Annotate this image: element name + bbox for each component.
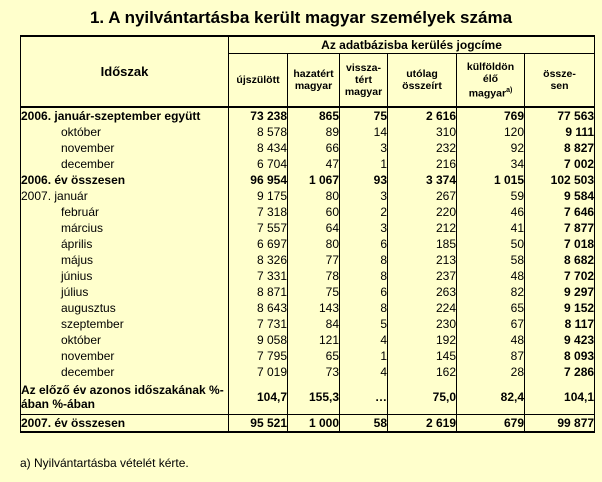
table-row bbox=[21, 332, 595, 348]
column-header-line: vissza- bbox=[345, 62, 382, 74]
data-table bbox=[20, 35, 595, 433]
cell-osszesen: 9 584 bbox=[525, 188, 595, 204]
cell-osszesen: 8 117 bbox=[525, 316, 595, 332]
cell-kulfoldon: 120 bbox=[457, 124, 525, 140]
cell-ujszulott: 6 704 bbox=[229, 156, 288, 172]
cell-ujszulott: 96 954 bbox=[229, 172, 288, 188]
cell-ujszulott: 7 795 bbox=[229, 348, 288, 364]
cell-utolag: 232 bbox=[388, 140, 457, 156]
row-label: október bbox=[21, 332, 229, 348]
column-header-line: magyar bbox=[344, 86, 383, 98]
cell-utolag: 263 bbox=[388, 284, 457, 300]
cell-utolag: 220 bbox=[388, 204, 457, 220]
cell-kulfoldon: 46 bbox=[457, 204, 525, 220]
cell-osszesen: 8 682 bbox=[525, 252, 595, 268]
column-header-line: magyar bbox=[294, 80, 333, 92]
row-label: december bbox=[21, 364, 229, 380]
cell-utolag: 230 bbox=[388, 316, 457, 332]
cell-ujszulott: 8 326 bbox=[229, 252, 288, 268]
row-label: 2007. január bbox=[21, 188, 229, 204]
cell-ujszulott: 7 731 bbox=[229, 316, 288, 332]
cell-ujszulott: 104,7 bbox=[229, 380, 288, 415]
cell-osszesen: 77 563 bbox=[525, 107, 595, 124]
table-row bbox=[21, 348, 595, 364]
cell-hazatert: 73 bbox=[288, 364, 340, 380]
row-label: 2006. év összesen bbox=[21, 172, 229, 188]
column-header-line: tért bbox=[355, 74, 372, 86]
row-label: április bbox=[21, 236, 229, 252]
cell-ujszulott: 9 058 bbox=[229, 332, 288, 348]
cell-osszesen: 9 152 bbox=[525, 300, 595, 316]
table-row bbox=[21, 124, 595, 140]
cell-kulfoldon: 82 bbox=[457, 284, 525, 300]
cell-kulfoldon: 50 bbox=[457, 236, 525, 252]
table-row bbox=[21, 415, 595, 433]
cell-osszesen: 8 827 bbox=[525, 140, 595, 156]
cell-utolag: 212 bbox=[388, 220, 457, 236]
cell-utolag: 162 bbox=[388, 364, 457, 380]
cell-ujszulott: 95 521 bbox=[229, 415, 288, 433]
cell-hazatert: 65 bbox=[288, 348, 340, 364]
cell-visszatert: 4 bbox=[340, 332, 388, 348]
cell-kulfoldon: 41 bbox=[457, 220, 525, 236]
cell-hazatert: 121 bbox=[288, 332, 340, 348]
cell-visszatert: 3 bbox=[340, 188, 388, 204]
row-label: 2007. év összesen bbox=[21, 415, 229, 433]
cell-ujszulott: 8 643 bbox=[229, 300, 288, 316]
cell-ujszulott: 7 019 bbox=[229, 364, 288, 380]
table-row bbox=[21, 236, 595, 252]
cell-utolag: 185 bbox=[388, 236, 457, 252]
cell-visszatert: 3 bbox=[340, 220, 388, 236]
cell-visszatert: 58 bbox=[340, 415, 388, 433]
cell-visszatert: 3 bbox=[340, 140, 388, 156]
table-row bbox=[21, 204, 595, 220]
row-label: július bbox=[21, 284, 229, 300]
cell-kulfoldon: 92 bbox=[457, 140, 525, 156]
table-row bbox=[21, 220, 595, 236]
row-label: Az előző év azonos időszakának %-ában %-ában bbox=[21, 380, 229, 415]
group-header: Az adatbázisba kerülés jogcíme bbox=[229, 36, 595, 54]
cell-hazatert: 60 bbox=[288, 204, 340, 220]
row-label: december bbox=[21, 156, 229, 172]
cell-kulfoldon: 65 bbox=[457, 300, 525, 316]
cell-hazatert: 64 bbox=[288, 220, 340, 236]
row-label: május bbox=[21, 252, 229, 268]
cell-osszesen: 9 111 bbox=[525, 124, 595, 140]
cell-visszatert: 8 bbox=[340, 252, 388, 268]
cell-osszesen: 102 503 bbox=[525, 172, 595, 188]
cell-utolag: 267 bbox=[388, 188, 457, 204]
column-header-utolag bbox=[388, 54, 457, 108]
cell-osszesen: 99 877 bbox=[525, 415, 595, 433]
cell-ujszulott: 9 175 bbox=[229, 188, 288, 204]
row-label: november bbox=[21, 348, 229, 364]
table-row bbox=[21, 268, 595, 284]
cell-osszesen: 7 877 bbox=[525, 220, 595, 236]
cell-hazatert: 80 bbox=[288, 188, 340, 204]
cell-visszatert: 93 bbox=[340, 172, 388, 188]
cell-hazatert: 66 bbox=[288, 140, 340, 156]
cell-ujszulott: 8 871 bbox=[229, 284, 288, 300]
cell-hazatert: 155,3 bbox=[288, 380, 340, 415]
cell-hazatert: 865 bbox=[288, 107, 340, 124]
cell-kulfoldon: 82,4 bbox=[457, 380, 525, 415]
cell-visszatert: 14 bbox=[340, 124, 388, 140]
cell-utolag: 213 bbox=[388, 252, 457, 268]
cell-kulfoldon: 87 bbox=[457, 348, 525, 364]
cell-visszatert: 2 bbox=[340, 204, 388, 220]
table-row bbox=[21, 252, 595, 268]
cell-ujszulott: 8 578 bbox=[229, 124, 288, 140]
column-header-line: magyar bbox=[468, 87, 507, 100]
cell-utolag: 2 619 bbox=[388, 415, 457, 433]
column-header-line: össze- bbox=[543, 68, 576, 80]
cell-hazatert: 89 bbox=[288, 124, 340, 140]
row-label: november bbox=[21, 140, 229, 156]
cell-ujszulott: 73 238 bbox=[229, 107, 288, 124]
column-header-visszatert bbox=[340, 54, 388, 108]
cell-hazatert: 80 bbox=[288, 236, 340, 252]
table-row bbox=[21, 172, 595, 188]
row-label: szeptember bbox=[21, 316, 229, 332]
table-row bbox=[21, 156, 595, 172]
table-body bbox=[21, 107, 595, 432]
cell-utolag: 3 374 bbox=[388, 172, 457, 188]
cell-kulfoldon: 59 bbox=[457, 188, 525, 204]
footnote-marker: a) bbox=[506, 86, 513, 94]
footnote: a) Nyilvántartásba vételét kérte. bbox=[20, 456, 189, 470]
column-header-osszesen bbox=[525, 54, 595, 108]
cell-hazatert: 47 bbox=[288, 156, 340, 172]
cell-hazatert: 77 bbox=[288, 252, 340, 268]
cell-hazatert: 84 bbox=[288, 316, 340, 332]
row-label: augusztus bbox=[21, 300, 229, 316]
column-header-ujszulott bbox=[229, 54, 288, 108]
cell-visszatert: 5 bbox=[340, 316, 388, 332]
cell-osszesen: 7 018 bbox=[525, 236, 595, 252]
cell-utolag: 224 bbox=[388, 300, 457, 316]
column-header-line: élő bbox=[482, 72, 499, 85]
cell-kulfoldon: 679 bbox=[457, 415, 525, 433]
row-label: 2006. január-szeptember együtt bbox=[21, 107, 229, 124]
table-row bbox=[21, 188, 595, 204]
row-label: március bbox=[21, 220, 229, 236]
cell-kulfoldon: 58 bbox=[457, 252, 525, 268]
cell-utolag: 145 bbox=[388, 348, 457, 364]
column-header-line: sen bbox=[550, 80, 569, 92]
cell-visszatert: 6 bbox=[340, 284, 388, 300]
column-header-line: hazatért bbox=[293, 68, 334, 80]
column-header-line: külföldön bbox=[466, 60, 515, 73]
cell-visszatert: 75 bbox=[340, 107, 388, 124]
cell-kulfoldon: 48 bbox=[457, 332, 525, 348]
cell-osszesen: 9 297 bbox=[525, 284, 595, 300]
cell-osszesen: 8 093 bbox=[525, 348, 595, 364]
column-header-line: utólag bbox=[406, 68, 438, 80]
table-row bbox=[21, 284, 595, 300]
table-row bbox=[21, 140, 595, 156]
cell-hazatert: 1 067 bbox=[288, 172, 340, 188]
cell-utolag: 216 bbox=[388, 156, 457, 172]
cell-kulfoldon: 34 bbox=[457, 156, 525, 172]
cell-utolag: 2 616 bbox=[388, 107, 457, 124]
cell-visszatert: 1 bbox=[340, 156, 388, 172]
row-label: október bbox=[21, 124, 229, 140]
period-header: Időszak bbox=[21, 36, 229, 107]
row-label: június bbox=[21, 268, 229, 284]
cell-osszesen: 7 646 bbox=[525, 204, 595, 220]
cell-utolag: 310 bbox=[388, 124, 457, 140]
cell-osszesen: 7 002 bbox=[525, 156, 595, 172]
table-title: 1. A nyilvántartásba került magyar személyek száma bbox=[89, 8, 513, 27]
table-row bbox=[21, 107, 595, 124]
cell-visszatert: … bbox=[340, 380, 388, 415]
table-row bbox=[21, 316, 595, 332]
cell-kulfoldon: 28 bbox=[457, 364, 525, 380]
cell-kulfoldon: 48 bbox=[457, 268, 525, 284]
cell-visszatert: 8 bbox=[340, 268, 388, 284]
cell-osszesen: 7 702 bbox=[525, 268, 595, 284]
cell-osszesen: 104,1 bbox=[525, 380, 595, 415]
cell-kulfoldon: 769 bbox=[457, 107, 525, 124]
column-header-line: újszülött bbox=[236, 74, 280, 86]
cell-ujszulott: 7 331 bbox=[229, 268, 288, 284]
cell-hazatert: 75 bbox=[288, 284, 340, 300]
cell-ujszulott: 6 697 bbox=[229, 236, 288, 252]
cell-visszatert: 8 bbox=[340, 300, 388, 316]
table-header bbox=[21, 36, 595, 107]
cell-hazatert: 1 000 bbox=[288, 415, 340, 433]
cell-kulfoldon: 1 015 bbox=[457, 172, 525, 188]
column-header-hazatert bbox=[288, 54, 340, 108]
cell-osszesen: 7 286 bbox=[525, 364, 595, 380]
cell-hazatert: 78 bbox=[288, 268, 340, 284]
column-header-kulfoldon bbox=[457, 54, 525, 108]
table-row bbox=[21, 380, 595, 415]
cell-ujszulott: 7 318 bbox=[229, 204, 288, 220]
cell-visszatert: 6 bbox=[340, 236, 388, 252]
cell-utolag: 192 bbox=[388, 332, 457, 348]
cell-kulfoldon: 67 bbox=[457, 316, 525, 332]
table-row bbox=[21, 364, 595, 380]
cell-ujszulott: 7 557 bbox=[229, 220, 288, 236]
cell-visszatert: 4 bbox=[340, 364, 388, 380]
cell-hazatert: 143 bbox=[288, 300, 340, 316]
cell-utolag: 75,0 bbox=[388, 380, 457, 415]
cell-osszesen: 9 423 bbox=[525, 332, 595, 348]
table-row bbox=[21, 300, 595, 316]
cell-ujszulott: 8 434 bbox=[229, 140, 288, 156]
cell-utolag: 237 bbox=[388, 268, 457, 284]
column-header-line: összeírt bbox=[402, 80, 442, 92]
cell-visszatert: 1 bbox=[340, 348, 388, 364]
row-label: február bbox=[21, 204, 229, 220]
